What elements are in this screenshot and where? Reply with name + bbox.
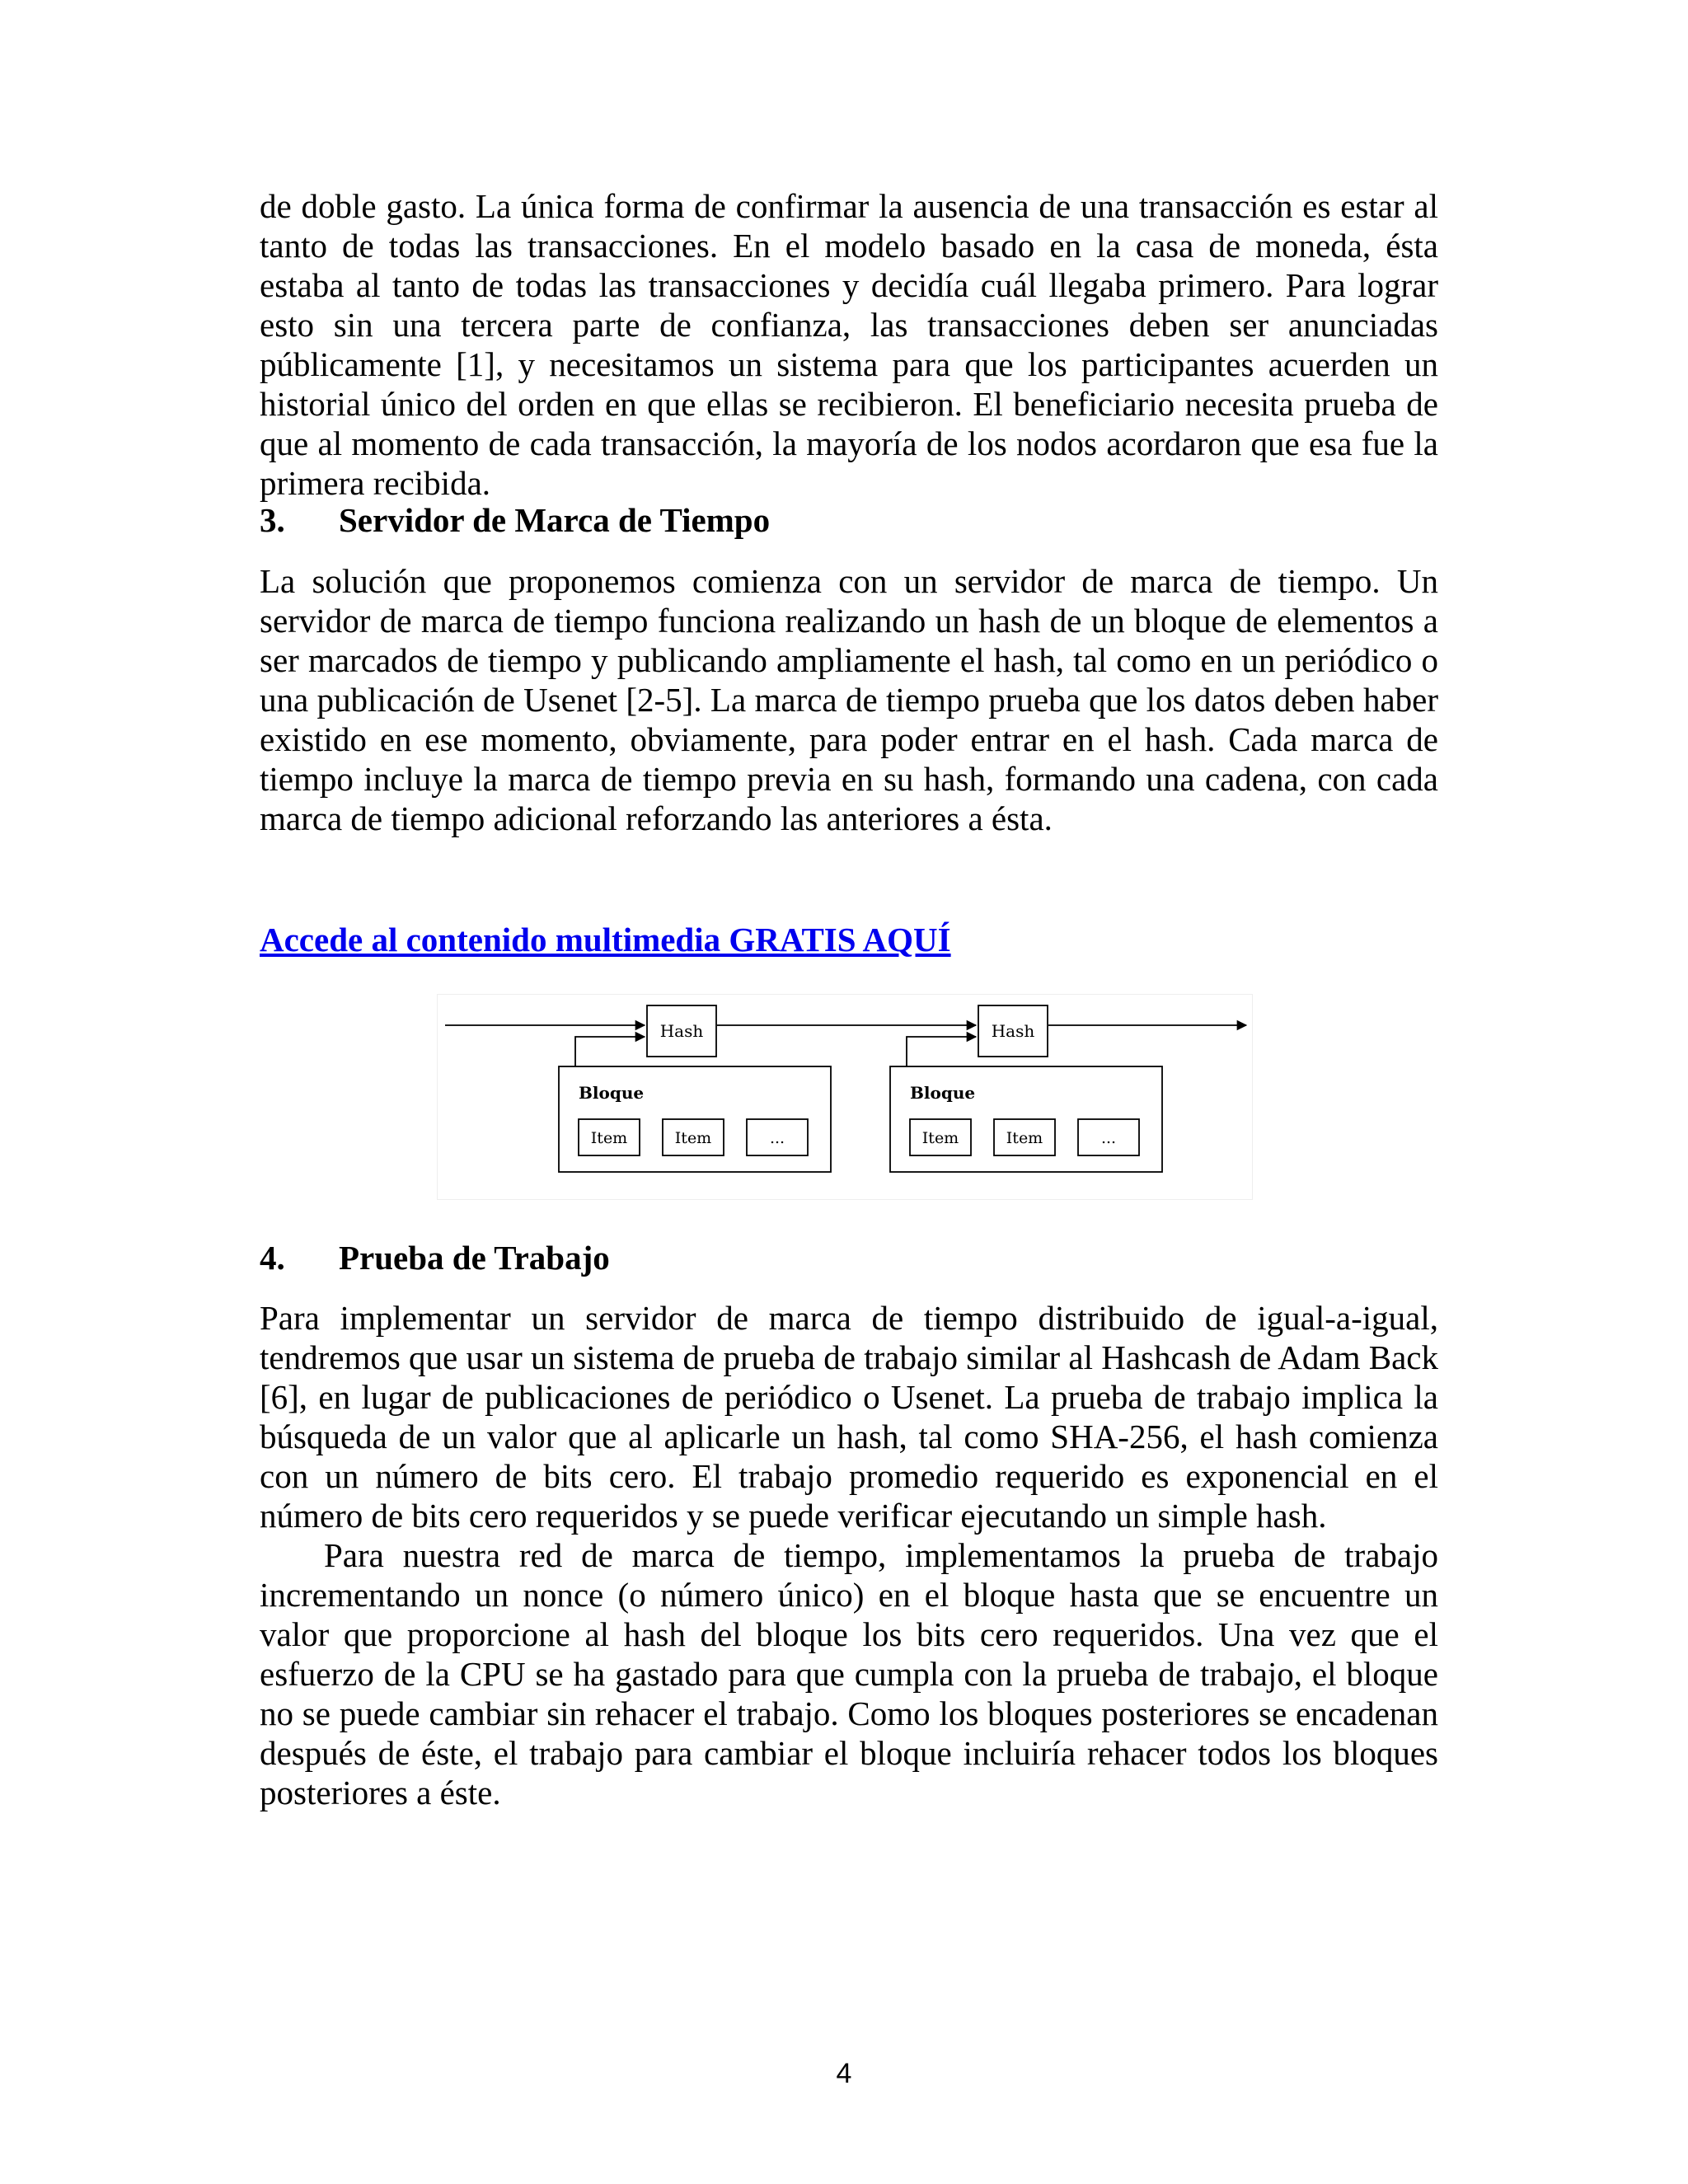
block-2-label: Bloque: [910, 1083, 976, 1103]
timestamp-chain-diagram: [437, 994, 1253, 1200]
block-2-feed-arrow: [907, 1037, 976, 1066]
multimedia-link[interactable]: Accede al contenido multimedia GRATIS AQUÍ: [260, 921, 951, 958]
section-4-heading: [260, 1238, 610, 1277]
section-4-paragraph-1: Para implementar un servidor de marca de tiempo distribuido de igual-a-igual, tendremos que usar un sistema de prueba de trabajo similar al Hashcash de Adam Back [6], en lugar de publicaciones de periódico o Usenet. La prueba de trabajo implica la búsqueda de un valor que al aplicarle un hash, tal como SHA-256, el hash comienza con un número de bits cero. El trabajo promedio requerido es exponencial en el número de bits cero requeridos y se puede verificar ejecutando un simple hash.: [260, 1299, 1438, 1535]
block-1-item-1-label: Item: [590, 1129, 628, 1147]
block-1-feed-arrow: [575, 1037, 645, 1066]
hash-label-2: Hash: [991, 1021, 1035, 1041]
section-3-title: Servidor de Marca de Tiempo: [339, 501, 771, 539]
hash-label-1: Hash: [659, 1021, 704, 1041]
section-3-number: 3.: [260, 501, 285, 539]
intro-paragraph: de doble gasto. La única forma de confirmar la ausencia de una transacción es estar al tanto de todas las transacciones. En el modelo basado en la casa de moneda, ésta estaba al tanto de todas las transacciones y decidía cuál llegaba primero. Para lograr esto sin una tercera parte de confianza, las transacciones deben ser anunciadas públicamente [1], y necesitamos un sistema para que los participantes acuerden un historial único del orden en que ellas se recibieron. El beneficiario necesita prueba de que al momento de cada transacción, la mayoría de los nodos acordaron que esa fue la primera recibida.: [260, 187, 1438, 502]
section-3-heading: [260, 500, 770, 540]
section-4-number: 4.: [260, 1239, 285, 1277]
block-2-item-2-label: Item: [1006, 1129, 1043, 1147]
block-1-item-more-label: ...: [769, 1129, 785, 1147]
block-2-item-more-label: ...: [1100, 1129, 1117, 1147]
section-4-title: Prueba de Trabajo: [339, 1239, 610, 1277]
page-number: 4: [836, 2058, 852, 2089]
section-3-paragraph: La solución que proponemos comienza con un servidor de marca de tiempo. Un servidor de marca de tiempo funciona realizando un hash de un bloque de elementos a ser marcados de tiempo y publicando ampliamente el hash, tal como en un periódico o una publicación de Usenet [2-5]. La marca de tiempo prueba que los datos deben haber existido en ese momento, obviamente, para poder entrar en el hash. Cada marca de tiempo incluye la marca de tiempo previa en su hash, formando una cadena, con cada marca de tiempo adicional reforzando las anteriores a ésta.: [260, 562, 1438, 837]
block-2-item-1-label: Item: [921, 1129, 959, 1147]
block-1-label: Bloque: [579, 1083, 645, 1103]
block-1-item-2-label: Item: [674, 1129, 712, 1147]
section-4-paragraph-2: Para nuestra red de marca de tiempo, implementamos la prueba de trabajo incrementando un nonce (o número único) en el bloque hasta que se encuentre un valor que proporcione al hash del bloque los bits cero requeridos. Una vez que el esfuerzo de la CPU se ha gastado para que cumpla con la prueba de trabajo, el bloque no se puede cambiar sin rehacer el trabajo. Como los bloques posteriores se encadenan después de éste, el trabajo para cambiar el bloque incluiría rehacer todos los bloques posteriores a éste.: [260, 1536, 1438, 1811]
